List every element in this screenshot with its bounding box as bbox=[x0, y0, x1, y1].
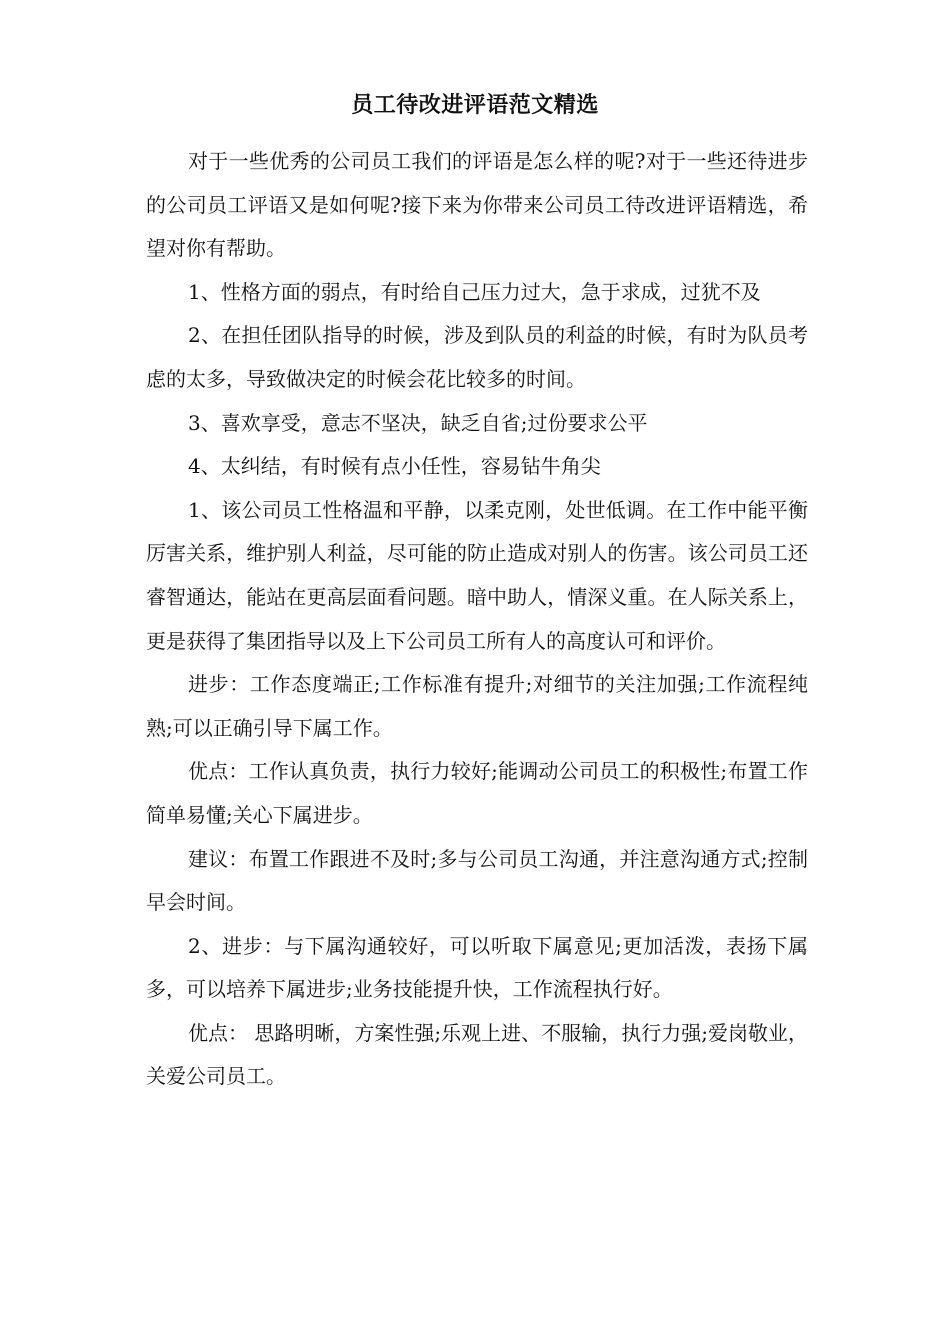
weakness-item-4: 4、太纠结，有时候有点小任性，容易钻牛角尖 bbox=[188, 454, 601, 479]
comment-2-strengths: 优点： 思路明晰，方案性强;乐观上进、不服输，执行力强;爱岗敬业，关爱公司员工。 bbox=[146, 1020, 808, 1089]
weakness-item-2: 2、在担任团队指导的时候，涉及到队员的利益的时候，有时为队员考虑的太多，导致做决定的时候会花比较多的时间。 bbox=[146, 323, 808, 391]
comment-2-progress: 2、进步：与下属沟通较好，可以听取下属意见;更加活泼，表扬下属多，可以培养下属进步;业务技能提升快，工作流程执行好。 bbox=[146, 933, 808, 1002]
comment-1-strengths: 优点：工作认真负责，执行力较好;能调动公司员工的积极性;布置工作简单易懂;关心下属进步。 bbox=[146, 759, 808, 827]
weakness-item-1: 1、性格方面的弱点，有时给自己压力过大，急于求成，过犹不及 bbox=[188, 279, 761, 304]
comment-1-progress: 进步：工作态度端正;工作标准有提升;对细节的关注加强;工作流程纯熟;可以正确引导下属工作。 bbox=[146, 672, 808, 740]
document-body bbox=[146, 140, 808, 1099]
comment-1-suggestions: 建议：布置工作跟进不及时;多与公司员工沟通，并注意沟通方式;控制早会时间。 bbox=[146, 846, 808, 915]
weakness-item-3: 3、喜欢享受，意志不坚决，缺乏自省;过份要求公平 bbox=[188, 410, 648, 435]
intro-paragraph: 对于一些优秀的公司员工我们的评语是怎么样的呢?对于一些还待进步的公司员工评语又是如何呢?接下来为你带来公司员工待改进评语精选，希望对你有帮助。 bbox=[146, 149, 808, 261]
document-title: 员工待改进评语范文精选 bbox=[351, 93, 599, 118]
comment-1-paragraph: 1、该公司员工性格温和平静，以柔克刚，处世低调。在工作中能平衡厉害关系，维护别人利益，尽可能的防止造成对别人的伤害。该公司员工还睿智通达，能站在更高层面看问题。暗中助人，情深义重。在人际关系上，更是获得了集团指导以及上下公司员工所有人的高度认可和评价。 bbox=[146, 497, 808, 653]
